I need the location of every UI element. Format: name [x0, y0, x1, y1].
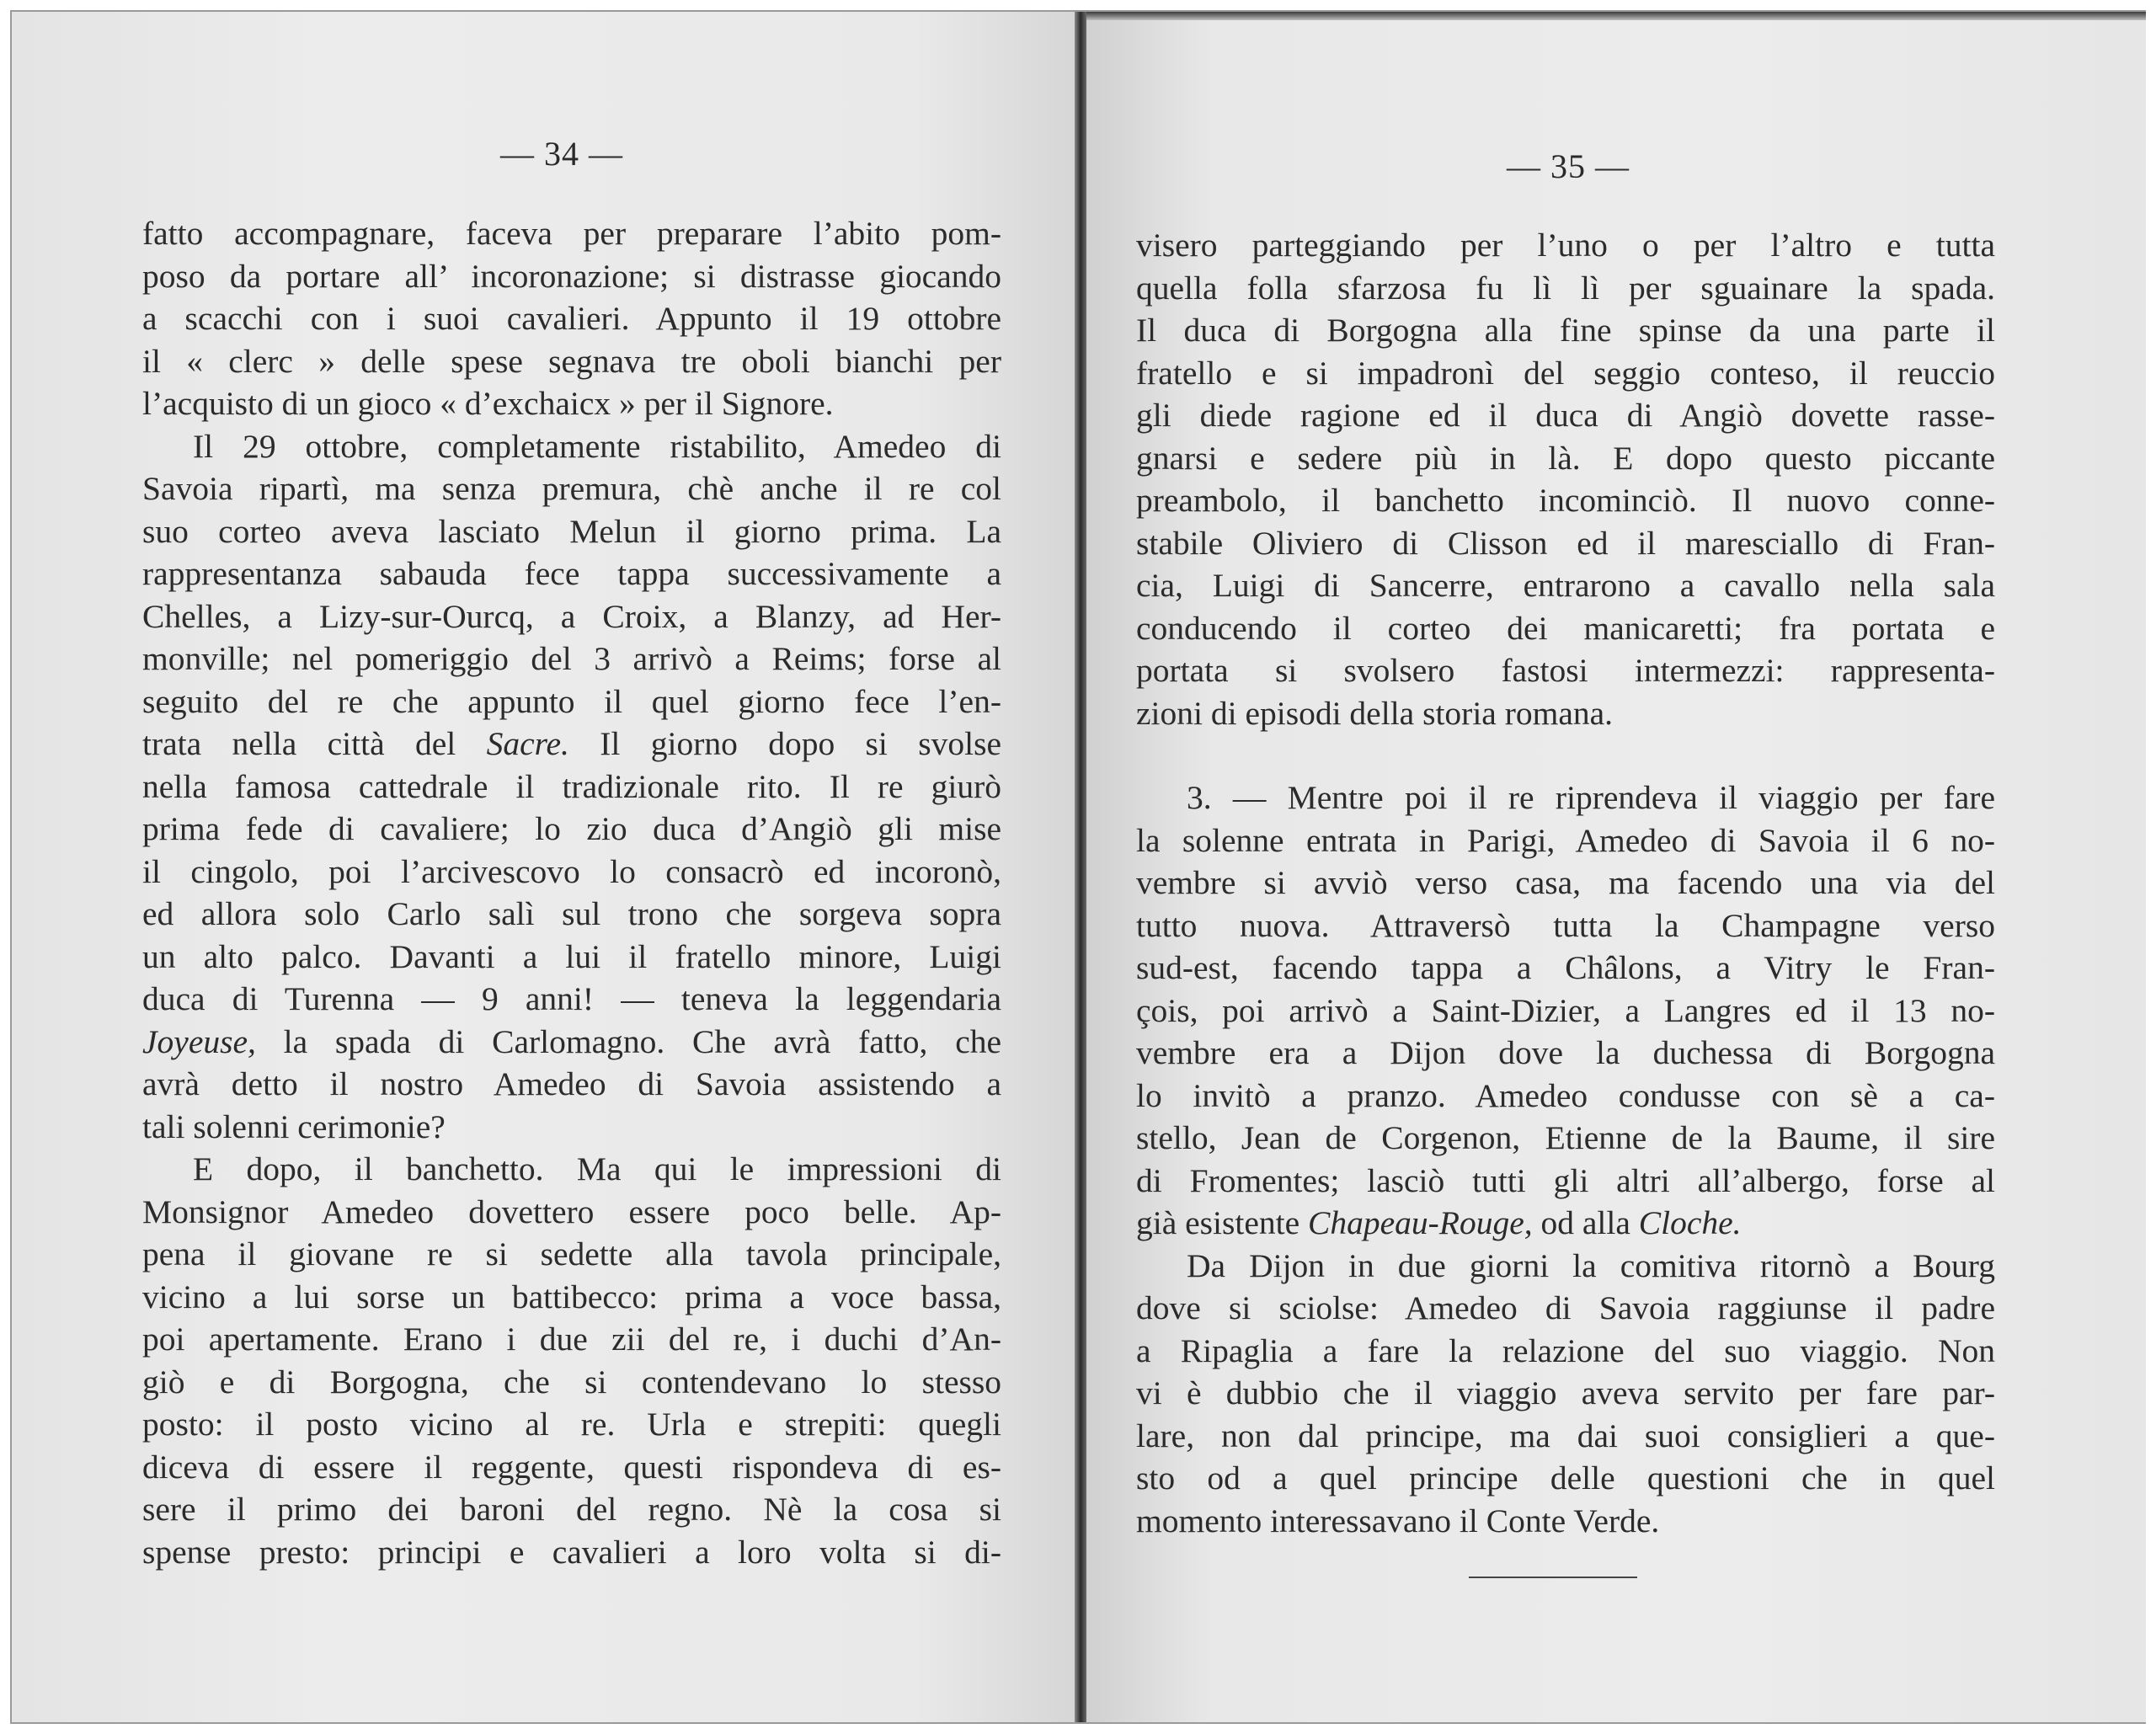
text-line: Monsignor Amedeo dovettero essere poco belle. Ap-	[142, 1192, 1001, 1230]
text-line: stabile Oliviero di Clisson ed il maresciallo di Fran-	[1136, 524, 1995, 562]
text-line: tutto nuova. Attraversò tutta la Champagne verso	[1136, 906, 1995, 944]
text-segment: la spada di Carlomagno. Che avrà fatto, che	[283, 1022, 1001, 1060]
book-spread	[10, 10, 2146, 1724]
text-line: di Fromentes; lasciò tutti gli altri all’albergo, forse al	[1136, 1161, 1995, 1199]
text-line: vembre si avviò verso casa, ma facendo una via del	[1136, 864, 1995, 901]
text-line: prima fede di cavaliere; lo zio duca d’Angiò gli mise	[142, 810, 1001, 847]
text-line: Il duca di Borgogna alla fine spinse da una parte il	[1136, 312, 1995, 349]
italic-term-cloche: Cloche.	[1638, 1204, 1742, 1241]
chapter-end-rule	[1469, 1577, 1637, 1578]
text-line: ed allora solo Carlo salì sul trono che sorgeva sopra	[142, 895, 1001, 932]
page-number-right: — 35 —	[1507, 147, 1630, 185]
text-line: gli diede ragione ed il duca di Angiò dovette rasse-	[1136, 397, 1995, 434]
page-top-edge-shadow	[1086, 12, 2146, 20]
text-line: zioni di episodi della storia romana.	[1136, 694, 1614, 732]
text-line: un alto palco. Davanti a lui il fratello minore, Luigi	[142, 937, 1001, 975]
text-line	[142, 723, 1001, 766]
text-line: sto od a quel principe delle questioni che in quel	[1136, 1459, 1995, 1497]
text-line: dove si sciolse: Amedeo di Savoia raggiunse il padre	[1136, 1289, 1995, 1326]
text-line: fratello e si impadronì del seggio conteso, il reuccio	[1136, 354, 1995, 392]
text-segment: trata nella città del	[142, 725, 456, 762]
italic-term-sacre: Sacre.	[486, 725, 569, 762]
text-line: seguito del re che appunto il quel giorno fece l’en-	[142, 682, 1001, 720]
text-line: posto: il posto vicino al re. Urla e strepiti: quegli	[142, 1406, 1001, 1443]
text-line: la solenne entrata in Parigi, Amedeo di Savoia il 6 no-	[1136, 821, 1995, 859]
text-line: diceva di essere il reggente, questi rispondeva di es-	[142, 1448, 1001, 1486]
text-segment: Il giorno dopo si svolse	[600, 725, 1001, 762]
text-line: poso da portare all’ incoronazione; si distrasse giocando	[142, 257, 1001, 295]
text-line: preambolo, il banchetto incominciò. Il nuovo conne-	[1136, 482, 1995, 519]
text-line: gnarsi e sedere più in là. E dopo questo piccante	[1136, 439, 1995, 477]
text-line: vembre era a Dijon dove la duchessa di Borgogna	[1136, 1034, 1995, 1071]
right-page-text	[1136, 224, 1995, 1542]
text-line: pena il giovane re si sedette alla tavola principale,	[142, 1235, 1001, 1272]
text-line: momento interessavano il Conte Verde.	[1136, 1502, 1660, 1539]
text-line	[142, 1021, 1001, 1064]
text-line: spense presto: principi e cavalieri a loro volta si di-	[142, 1533, 1001, 1571]
text-line: suo corteo aveva lasciato Melun il giorno prima. La	[142, 512, 1001, 550]
text-line: il « clerc » delle spese segnava tre oboli bianchi per	[142, 342, 1001, 380]
book-gutter	[1075, 12, 1086, 1722]
text-line: l’acquisto di un gioco « d’exchaicx » per il Signore.	[142, 385, 834, 422]
text-line: lare, non dal principe, ma dai suoi consiglieri a que-	[1136, 1417, 1995, 1454]
text-line: sere il primo dei baroni del regno. Nè la cosa si	[142, 1491, 1001, 1528]
text-line: poi apertamente. Erano i due zii del re, i duchi d’An-	[142, 1321, 1001, 1358]
section-gap	[1136, 734, 1995, 776]
text-line: Chelles, a Lizy-sur-Ourcq, a Croix, a Blanzy, ad Her-	[142, 597, 1001, 635]
text-segment: od alla	[1540, 1204, 1630, 1241]
text-line: çois, poi arrivò a Saint-Dizier, a Langres ed il 13 no-	[1136, 991, 1995, 1029]
italic-term-joyeuse: Joyeuse,	[142, 1022, 256, 1060]
page-number-left: — 34 —	[500, 135, 623, 173]
text-line: duca di Turenna — 9 anni! — teneva la leggendaria	[142, 980, 1001, 1017]
text-line: quella folla sfarzosa fu lì lì per sguainare la spada.	[1136, 269, 1995, 307]
text-line: vi è dubbio che il viaggio aveva servito per fare par-	[1136, 1374, 1995, 1411]
text-line: vicino a lui sorse un battibecco: prima a voce bassa,	[142, 1278, 1001, 1315]
text-line: nella famosa cattedrale il tradizionale rito. Il re giurò	[142, 767, 1001, 805]
text-line: visero parteggiando per l’uno o per l’altro e tutta	[1136, 227, 1995, 264]
text-line: sud-est, facendo tappa a Châlons, a Vitry le Fran-	[1136, 949, 1995, 986]
italic-term-chapeau-rouge: Chapeau-Rouge,	[1308, 1204, 1533, 1241]
text-line: Da Dijon in due giorni la comitiva ritornò a Bourg	[1187, 1246, 1995, 1284]
text-line: fatto accompagnare, faceva per preparare l’abito pom-	[142, 215, 1001, 252]
text-line: a scacchi con i suoi cavalieri. Appunto il 19 ottobre	[142, 300, 1001, 337]
text-line: Il 29 ottobre, completamente ristabilito, Amedeo di	[193, 427, 1001, 465]
text-line: portata si svolsero fastosi intermezzi: rappresenta-	[1136, 652, 1995, 689]
text-line: giò e di Borgogna, che si contendevano lo stesso	[142, 1363, 1001, 1401]
text-line: rappresentanza sabauda fece tappa successivamente a	[142, 555, 1001, 592]
text-line	[1136, 1202, 1995, 1245]
text-line: lo invitò a pranzo. Amedeo condusse con sè a ca-	[1136, 1076, 1995, 1114]
text-line: tali solenni cerimonie?	[142, 1107, 446, 1145]
text-line: monville; nel pomeriggio del 3 arrivò a Reims; forse al	[142, 640, 1001, 677]
text-line: Savoia ripartì, ma senza premura, chè anche il re col	[142, 470, 1001, 507]
text-line: a Ripaglia a fare la relazione del suo viaggio. Non	[1136, 1331, 1995, 1369]
text-segment: già esistente	[1136, 1204, 1300, 1241]
text-line: avrà detto il nostro Amedeo di Savoia assistendo a	[142, 1065, 1001, 1102]
text-line: 3. — Mentre poi il re riprendeva il viaggio per fare	[1187, 779, 1995, 816]
text-line: cia, Luigi di Sancerre, entrarono a cavallo nella sala	[1136, 567, 1995, 604]
text-line: il cingolo, poi l’arcivescovo lo consacrò ed incoronò,	[142, 852, 1001, 890]
text-line: conducendo il corteo dei manicaretti; fra portata e	[1136, 609, 1995, 647]
text-line: stello, Jean de Corgenon, Etienne de la Baume, il sire	[1136, 1119, 1995, 1156]
text-line: E dopo, il banchetto. Ma qui le impressioni di	[193, 1150, 1001, 1187]
left-page-text	[142, 212, 1001, 1573]
